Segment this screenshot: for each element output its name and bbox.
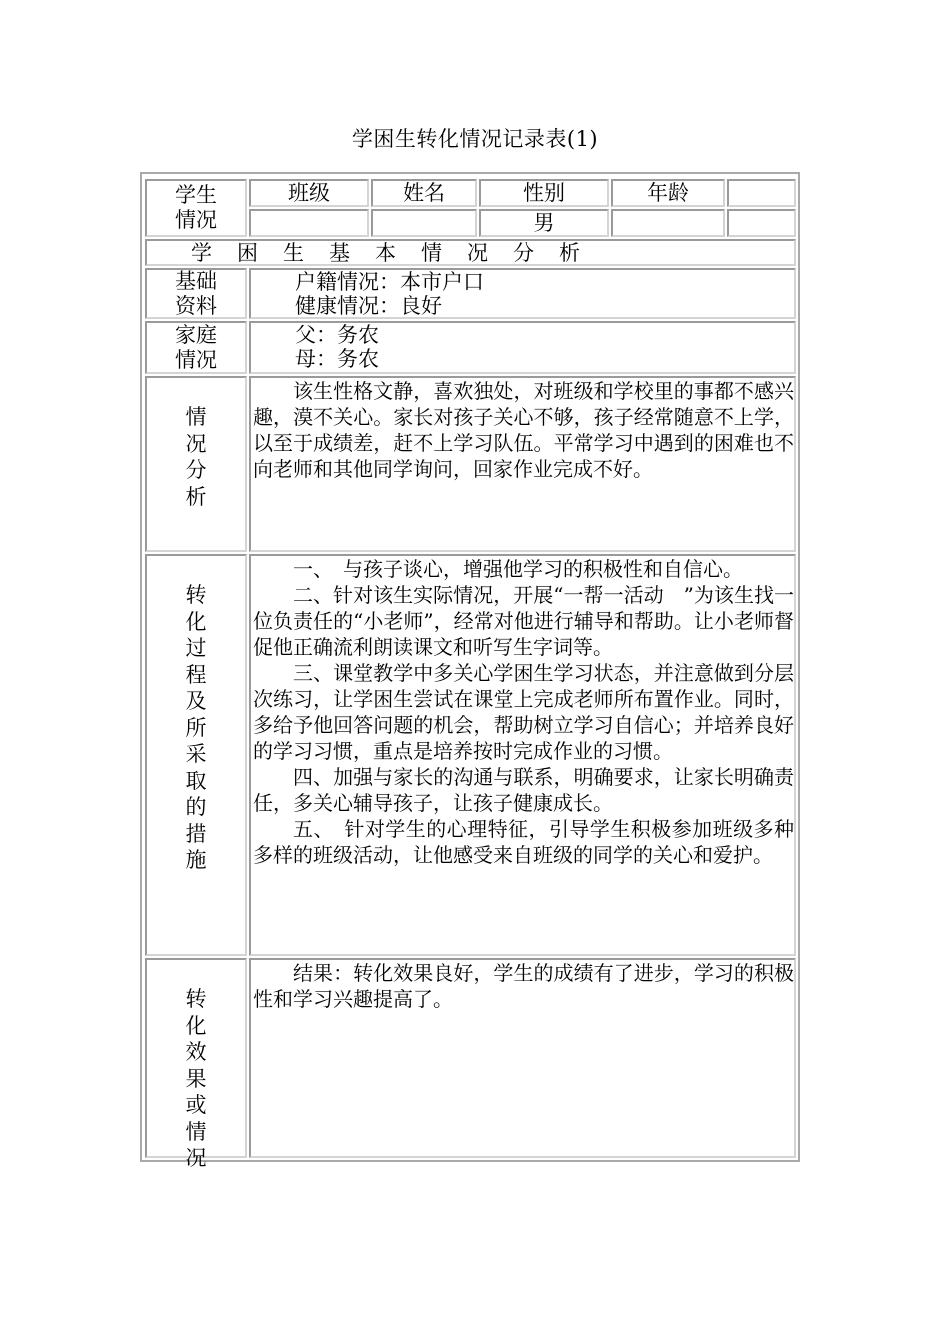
result-text: 结果：转化效果良好，学生的成绩有了进步，学习的积极性和学习兴趣提高了。 [253,961,794,1011]
record-table [140,172,800,1170]
situation-content [249,376,796,552]
situation-label [145,376,247,552]
header-gender: 性别 [479,179,609,207]
household-line: 户籍情况：本市户口 [295,270,484,294]
value-name [371,209,477,237]
value-extra [727,209,796,237]
header-class: 班级 [249,179,369,207]
father-line: 父：务农 [295,323,379,347]
header-extra [727,179,796,207]
value-gender: 男 [479,209,609,237]
value-age [611,209,725,237]
result-content [249,958,796,1158]
analysis-header: 学困生基本情况分析 [145,239,796,266]
measures-content [249,554,796,956]
health-line: 健康情况：良好 [295,294,442,318]
measures-label [145,554,247,956]
result-label-text: 转 化 效 果 或 情 况 [185,987,207,1170]
header-age: 年龄 [611,179,725,207]
page-title: 学困生转化情况记录表(1) [351,127,599,151]
student-info-label: 学生 情况 [145,179,247,237]
header-name: 姓名 [371,179,477,207]
mother-line: 母：务农 [295,347,379,371]
family-content [249,321,796,374]
value-class [249,209,369,237]
situation-text: 该生性格文静，喜欢独处，对班级和学校里的事都不感兴趣，漠不关心。家长对孩子关心不够，孩子经常随意不上学，以至于成绩差，赶不上学习队伍。平常学习中遇到的困难也不向老师和其他同学询问，回家作业完成不好。 [253,379,794,481]
result-label [145,958,247,1170]
measure-item-3: 三、课堂教学中多关心学困生学习状态，并注意做到分层次练习，让学困生尝试在课堂上完成老师所布置作业。同时，多给予他回答问题的机会，帮助树立学习自信心；并培养良好的学习习惯，重点是培养按时完成作业的习惯。 [253,661,794,763]
measure-item-5: 五、 针对学生的心理特征，引导学生积极参加班级多种多样的班级活动，让他感受来自班级的同学的关心和爱护。 [253,817,794,867]
measure-item-1: 一、 与孩子谈心，增强他学习的积极性和自信心。 [293,557,743,581]
basic-info-label: 基础 资料 [145,268,247,319]
family-label: 家庭 情况 [145,321,247,374]
situation-label-text: 情 况 分 析 [185,405,207,509]
measure-item-4: 四、加强与家长的沟通与联系，明确要求，让家长明确责任，多关心辅导孩子，让孩子健康成长。 [253,765,794,815]
basic-info-content [249,268,796,319]
measures-label-text: 转 化 过 程 及 所 采 取 的 措 施 [185,583,207,872]
measure-item-2: 二、针对该生实际情况，开展“一帮一活动 ”为该生找一位负责任的“小老师”，经常对他进行辅导和帮助。让小老师督促他正确流利朗读课文和听写生字词等。 [253,583,794,659]
